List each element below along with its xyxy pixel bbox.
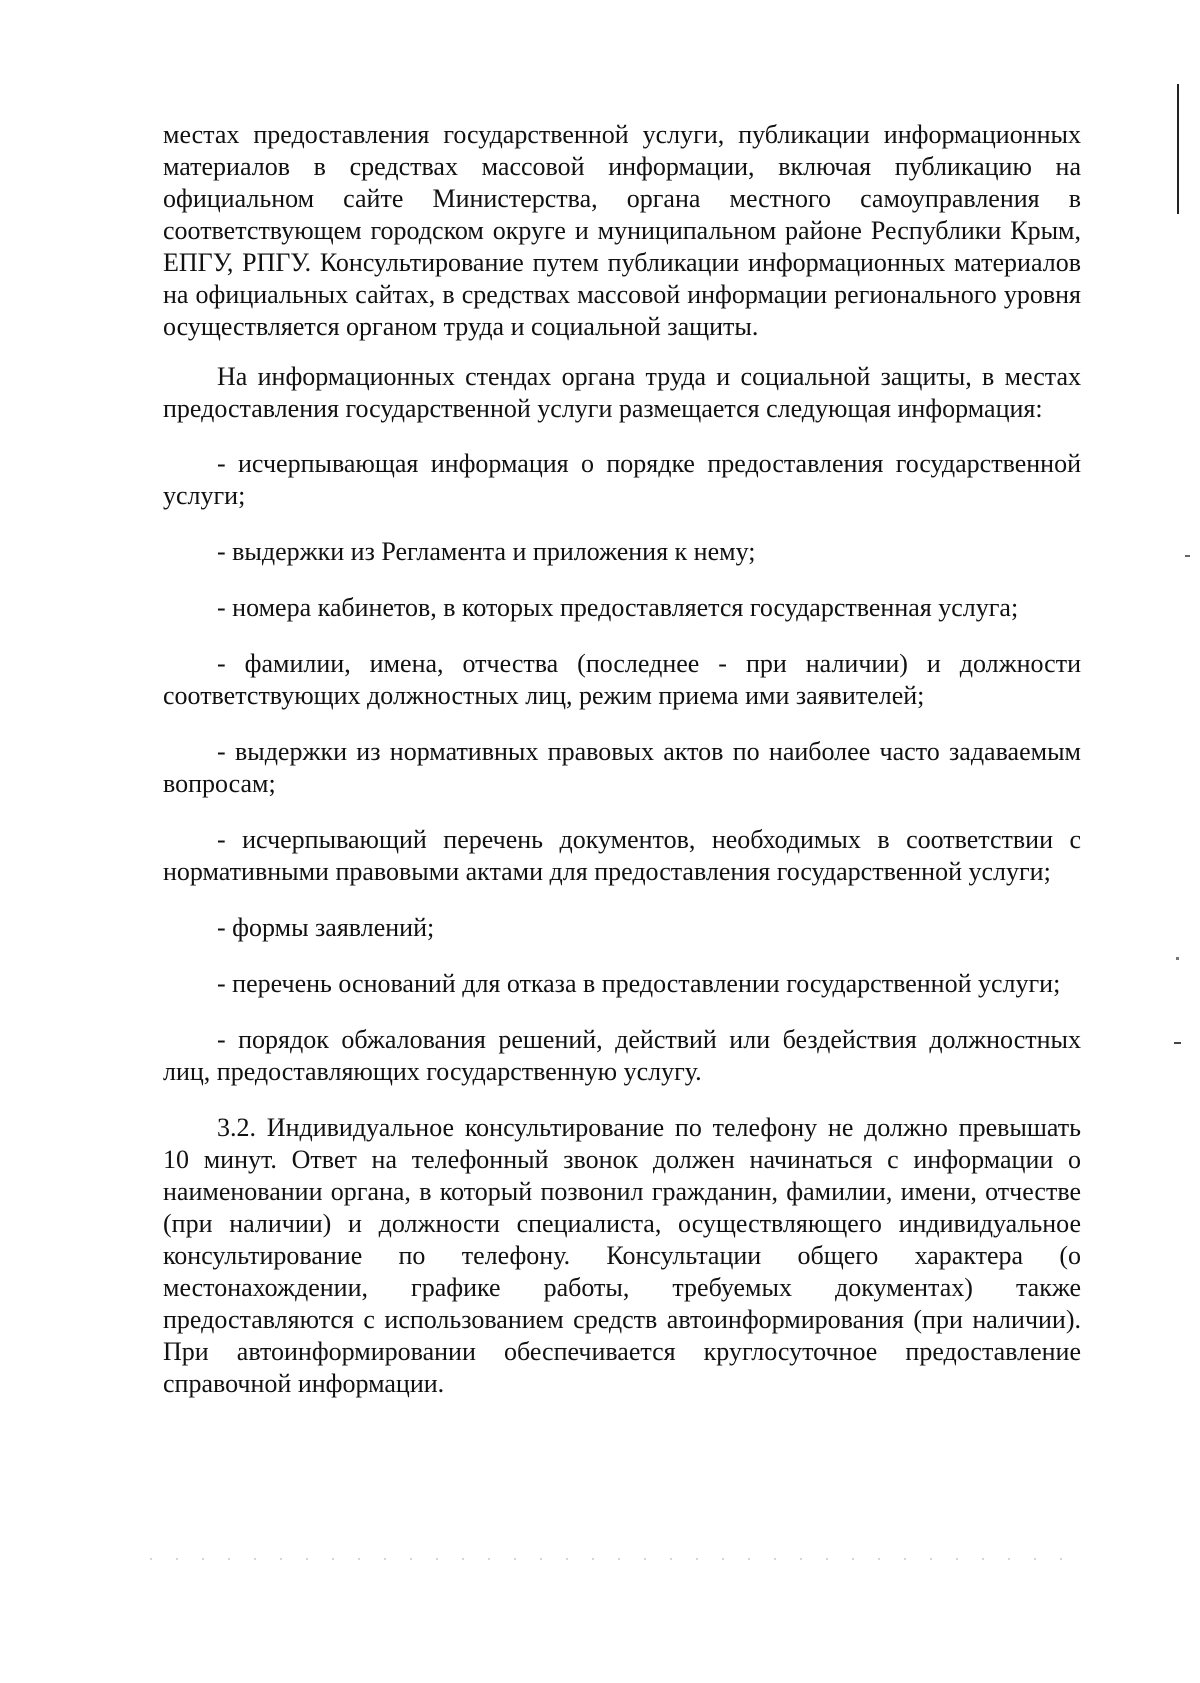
list-item-legal-excerpts: - выдержки из нормативных правовых актов по наиболее часто задаваемым вопросам; xyxy=(163,737,1081,798)
scan-speck xyxy=(1174,1042,1181,1044)
list-item-regulation-excerpts: - выдержки из Регламента и приложения к нему; xyxy=(217,537,756,566)
paragraph-publication-info: местах предоставления государственной услуги, публикации информационных материалов в средствах массовой информации, включая публикацию на официальном сайте Министерства, органа местного самоуправления в соответствующем городском округе и муниципальном районе Республики Крым, ЕПГУ, РПГУ. Консультирование путем публикации информационных материалов на официальных сайтах, в средствах массовой информации регионального уровня осуществляется органом труда и социальной защиты. xyxy=(163,120,1081,341)
list-item-office-numbers: - номера кабинетов, в которых предоставляется государственная услуга; xyxy=(217,593,1019,622)
list-item-exhaustive-info: - исчерпывающая информация о порядке предоставления государственной услуги; xyxy=(163,449,1081,510)
scan-speck xyxy=(1185,555,1190,557)
list-item-refusal-grounds: - перечень оснований для отказа в предоставлении государственной услуги; xyxy=(217,969,1061,998)
scan-speck xyxy=(1176,957,1179,960)
list-item-documents-list: - исчерпывающий перечень документов, необходимых в соответствии с нормативными правовыми актами для предоставления государственной услуги; xyxy=(163,825,1081,886)
paragraph-info-stands: На информационных стендах органа труда и социальной защиты, в местах предоставления государственной услуги размещается следующая информация: xyxy=(163,362,1081,423)
scan-noise-line xyxy=(150,1558,1080,1560)
list-item-appeal-procedure: - порядок обжалования решений, действий или бездействия должностных лиц, предоставляющих государственную услугу. xyxy=(163,1025,1081,1086)
list-item-officials-names: - фамилии, имена, отчества (последнее - при наличии) и должности соответствующих должностных лиц, режим приема ими заявителей; xyxy=(163,649,1081,710)
document-body xyxy=(163,119,1081,1400)
scan-edge-line xyxy=(1177,84,1179,214)
paragraph-section-3-2: 3.2. Индивидуальное консультирование по телефону не должно превышать 10 минут. Ответ на телефонный звонок должен начинаться с информации о наименовании органа, в который позвонил гражданин, фамилии, имени, отчестве (при наличии) и должности специалиста, осуществляющего индивидуальное консультирование по телефону. Консультации общего характера (о местонахождении, графике работы, требуемых документах) также предоставляются с использованием средств автоинформирования (при наличии). При автоинформировании обеспечивается круглосуточное предоставление справочной информации. xyxy=(163,1113,1081,1398)
list-item-application-forms: - формы заявлений; xyxy=(217,913,435,942)
